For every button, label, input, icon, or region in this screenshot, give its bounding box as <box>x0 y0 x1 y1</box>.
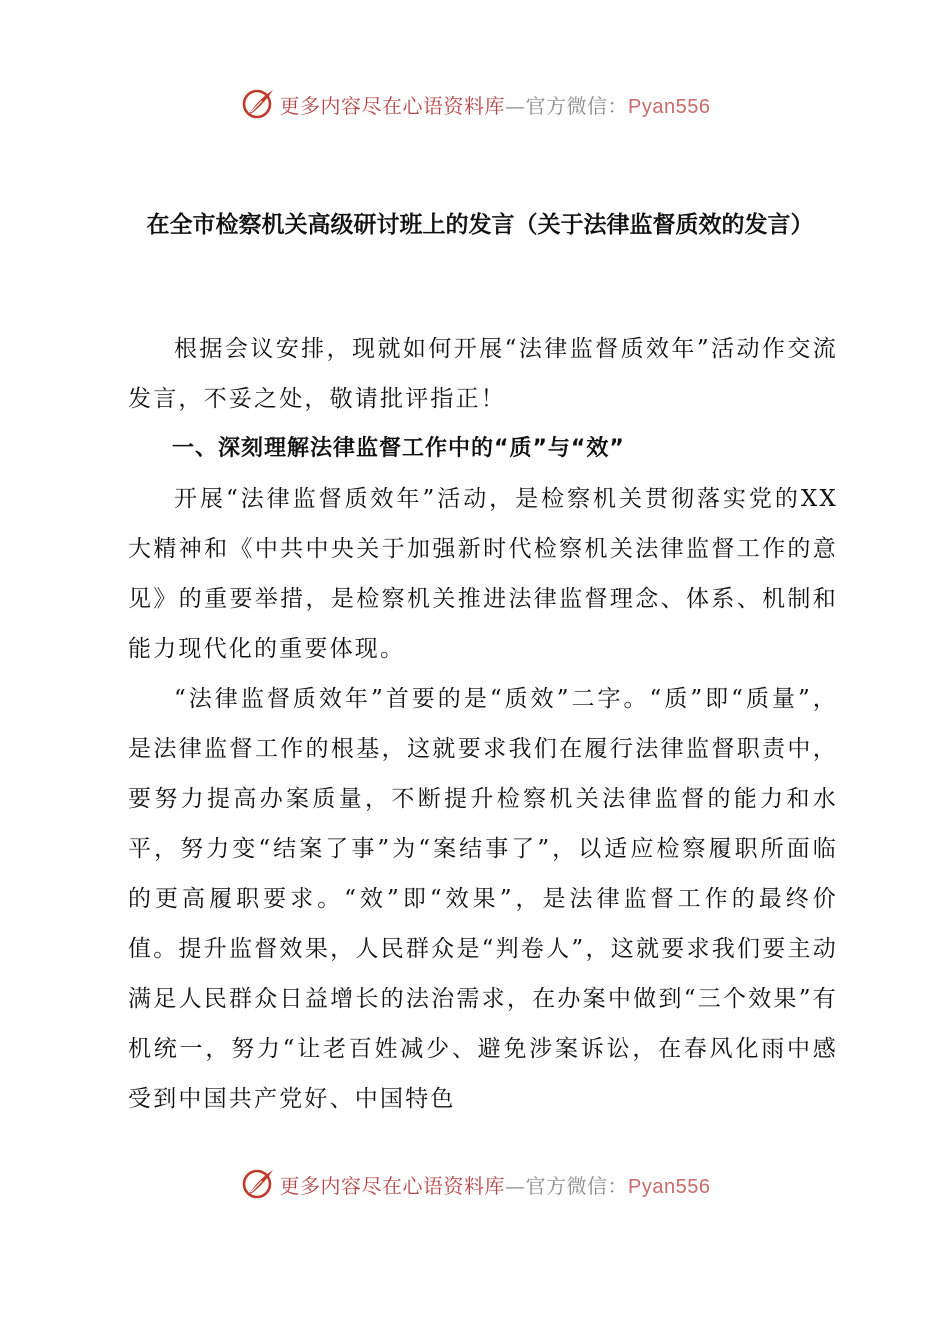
header-banner-text <box>280 90 711 119</box>
quill-logo-icon <box>240 1166 276 1202</box>
footer-banner-separator: —官方微信： <box>505 1173 629 1198</box>
footer-banner-slogan: 更多内容尽在心语资料库 <box>279 1173 506 1198</box>
footer-banner <box>0 1164 950 1204</box>
document-body <box>128 324 838 1124</box>
section-1-paragraph-2: “法律监督质效年”首要的是“质效”二字。“质”即“质量”，是法律监督工作的根基，这就要求我们在履行法律监督职责中，要努力提高办案质量，不断提升检察机关法律监督的能力和水平，努力变“结案了事”为“案结事了”，以适应检察履职所面临的更高履职要求。“效”即“效果”，是法律监督工作的最终价值。提升监督效果，人民群众是“判卷人”，这就要求我们要主动满足人民群众日益增长的法治需求，在办案中做到“三个效果”有机统一，努力“让老百姓减少、避免涉案诉讼，在春风化雨中感受到中国共产党好、中国特色 <box>128 686 838 1112</box>
header-banner <box>0 84 950 124</box>
document-title: 在全市检察机关高级研讨班上的发言（关于法律监督质效的发言） <box>146 212 814 238</box>
header-banner-slogan: 更多内容尽在心语资料库 <box>279 93 506 118</box>
footer-banner-text <box>280 1170 711 1199</box>
section-1-heading: 一、深刻理解法律监督工作中的“质”与“效” <box>172 436 625 461</box>
header-banner-wechat-id: Pyan556 <box>628 95 711 118</box>
header-banner-separator: —官方微信： <box>505 93 629 118</box>
footer-banner-wechat-id: Pyan556 <box>628 1175 711 1198</box>
intro-paragraph: 根据会议安排，现就如何开展“法律监督质效年”活动作交流发言，不妥之处，敬请批评指正！ <box>128 336 838 412</box>
section-1-paragraph-1: 开展“法律监督质效年”活动，是检察机关贯彻落实党的XX大精神和《中共中央关于加强新时代检察机关法律监督工作的意见》的重要举措，是检察机关推进法律监督理念、体系、机制和能力现代化的重要体现。 <box>128 486 838 662</box>
quill-logo-icon <box>240 86 276 122</box>
